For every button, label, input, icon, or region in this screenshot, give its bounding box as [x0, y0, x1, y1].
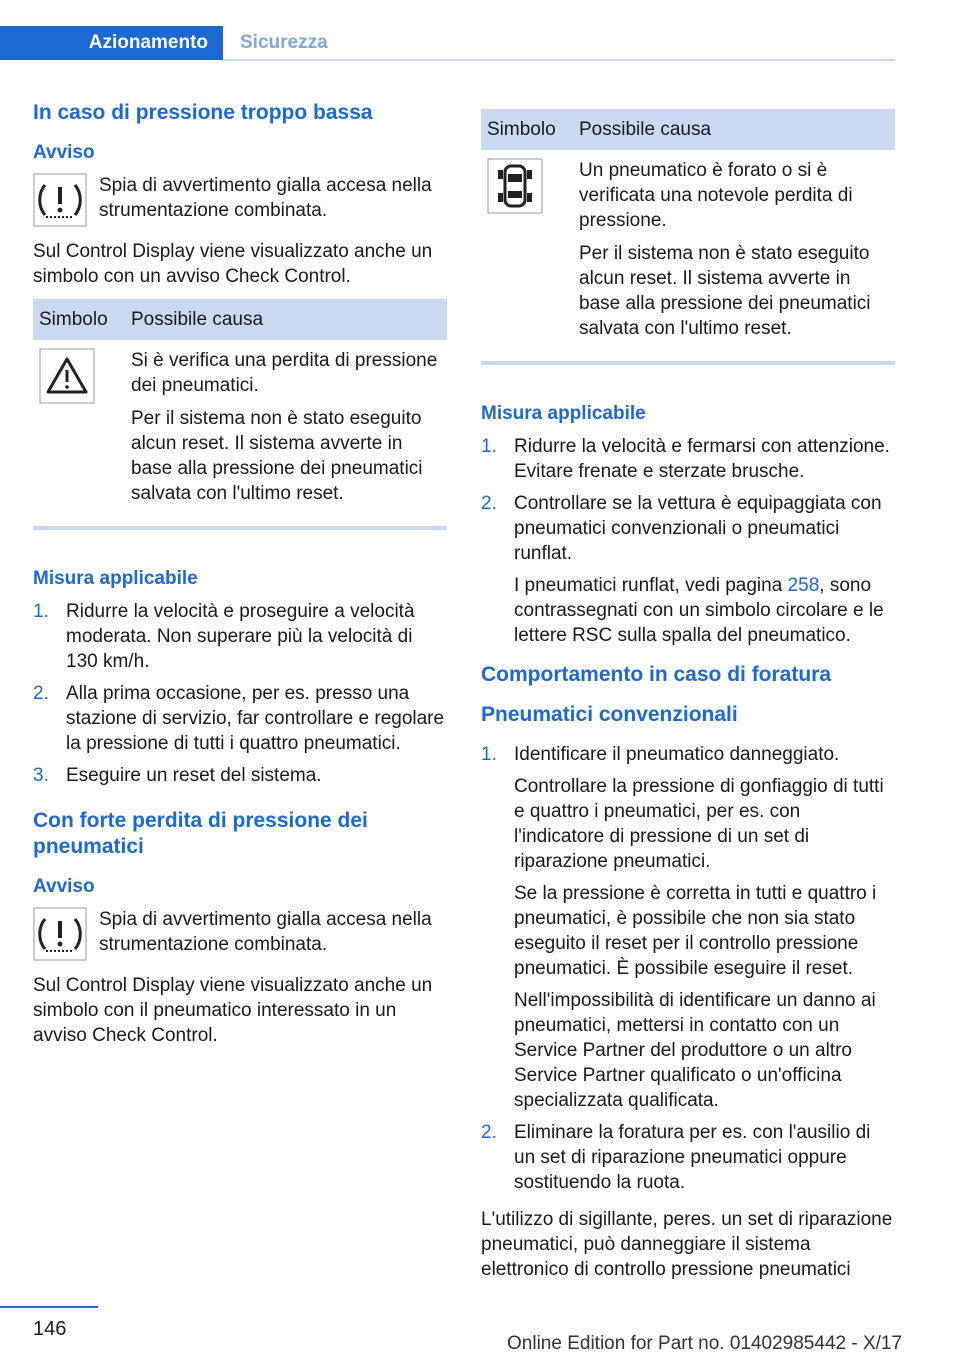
warning-triangle-icon — [39, 348, 95, 404]
car-flat-tire-icon — [487, 158, 543, 214]
paragraph: Sul Control Display viene visualizzato anche un simbolo con un avviso Check Control. — [33, 241, 433, 287]
list-item: 2. Controllare se la vettura è equipaggiata con pneumatici convenzionali o pneumatici runflat. I pneumatici runflat, vedi pagina 258, sono contrassegnati con un simbolo circolare e le lettere RSC sulla spalla del pneumatico. — [481, 493, 884, 646]
edition-text: Online Edition for Part no. 01402985442 - X/17 — [507, 1333, 903, 1354]
warning-block — [33, 173, 447, 227]
header-divider — [223, 59, 895, 61]
page-number: 146 — [33, 1318, 67, 1340]
steps-list — [481, 742, 895, 1195]
list-item: 2. Alla prima occasione, per es. presso una stazione di servizio, far controllare e regolare la pressione di tutti i quattro pneumatici. — [33, 683, 445, 754]
steps-list — [481, 434, 895, 648]
tab-azionamento[interactable]: Azionamento — [0, 26, 223, 60]
list-item: 3. Eseguire un reset del sistema. — [33, 765, 322, 786]
section-title-strong-loss: Con forte perdita di pressione dei pneumatici — [33, 809, 368, 858]
cause-text: Per il sistema non è stato eseguito alcun reset. Il sistema avverte in base alla pressione dei pneumatici salvata con l'ultimo reset. — [131, 408, 423, 504]
symbol-table — [481, 109, 895, 365]
warning-text: Spia di avvertimento gialla accesa nella strumentazione combinata. — [99, 175, 432, 221]
page-link[interactable]: 258 — [787, 575, 820, 596]
paragraph: Sul Control Display viene visualizzato anche un simbolo con il pneumatico interessato in un avviso Check Control. — [33, 975, 433, 1046]
tire-pressure-warning-icon — [33, 907, 87, 961]
warning-text: Spia di avvertimento gialla accesa nella strumentazione combinata. — [99, 909, 432, 955]
header-tabs — [0, 26, 895, 62]
avviso-label: Avviso — [33, 876, 95, 897]
column-header-cause: Possibile causa — [125, 299, 447, 340]
table-row — [33, 340, 447, 528]
list-item: 1. Ridurre la velocità e fermarsi con attenzione. Evitare frenate e sterzate brusche. — [481, 436, 890, 482]
subsection-title-conventional: Pneumatici convenzionali — [481, 703, 738, 726]
column-header-cause: Possibile causa — [573, 109, 895, 150]
tire-pressure-warning-icon — [33, 173, 87, 227]
measure-title: Misura applicabile — [33, 568, 198, 589]
footer-divider — [0, 1306, 98, 1308]
column-header-symbol: Simbolo — [481, 109, 573, 150]
section-title-low-pressure: In caso di pressione troppo bassa — [33, 101, 373, 124]
steps-list — [33, 599, 447, 788]
measure-title: Misura applicabile — [481, 403, 646, 424]
avviso-label: Avviso — [33, 142, 95, 163]
symbol-table — [33, 299, 447, 530]
paragraph: L'utilizzo di sigillante, peres. un set di riparazione pneumatici, può danneggiare il sistema elettronico di controllo pressione pneumatici — [481, 1209, 893, 1280]
column-header-symbol: Simbolo — [33, 299, 125, 340]
table-row — [481, 150, 895, 363]
list-item: 1. Identificare il pneumatico danneggiato. Controllare la pressione di gonfiaggio di tutti e quattro i pneumatici, per es. con l'indicatore di pressione di un set di riparazione pneumatici. Se la pressione è corretta in tutti e quattro i pneumatici, è possibile che non sia stato eseguito il reset per il controllo pressione pneumatici. È possibile eseguire il reset. Nell'impossibilità di identificare un danno ai pneumatici, mettersi in contatto con un Service Partner del produttore o un altro Service Partner qualificato o un'officina specializzata qualificata. — [481, 744, 884, 1111]
right-column — [481, 103, 895, 1292]
cause-text: Si è verifica una perdita di pressione dei pneumatici. — [131, 350, 438, 396]
list-item: 1. Ridurre la velocità e proseguire a velocità moderata. Non superare più la velocità di 130 km/h. — [33, 601, 415, 672]
warning-block — [33, 907, 447, 961]
left-column — [33, 100, 447, 1058]
section-title-puncture: Comportamento in caso di foratura — [481, 663, 832, 686]
list-item: 2. Eliminare la foratura per es. con l'ausilio di un set di riparazione pneumatici oppure sostituendo la ruota. — [481, 1122, 871, 1193]
tab-sicurezza[interactable]: Sicurezza — [240, 32, 328, 53]
cause-text: Per il sistema non è stato eseguito alcun reset. Il sistema avverte in base alla pressione dei pneumatici salvata con l'ultimo reset. — [579, 243, 871, 339]
cause-text: Un pneumatico è forato o si è verificata una notevole perdita di pressione. — [579, 160, 853, 231]
